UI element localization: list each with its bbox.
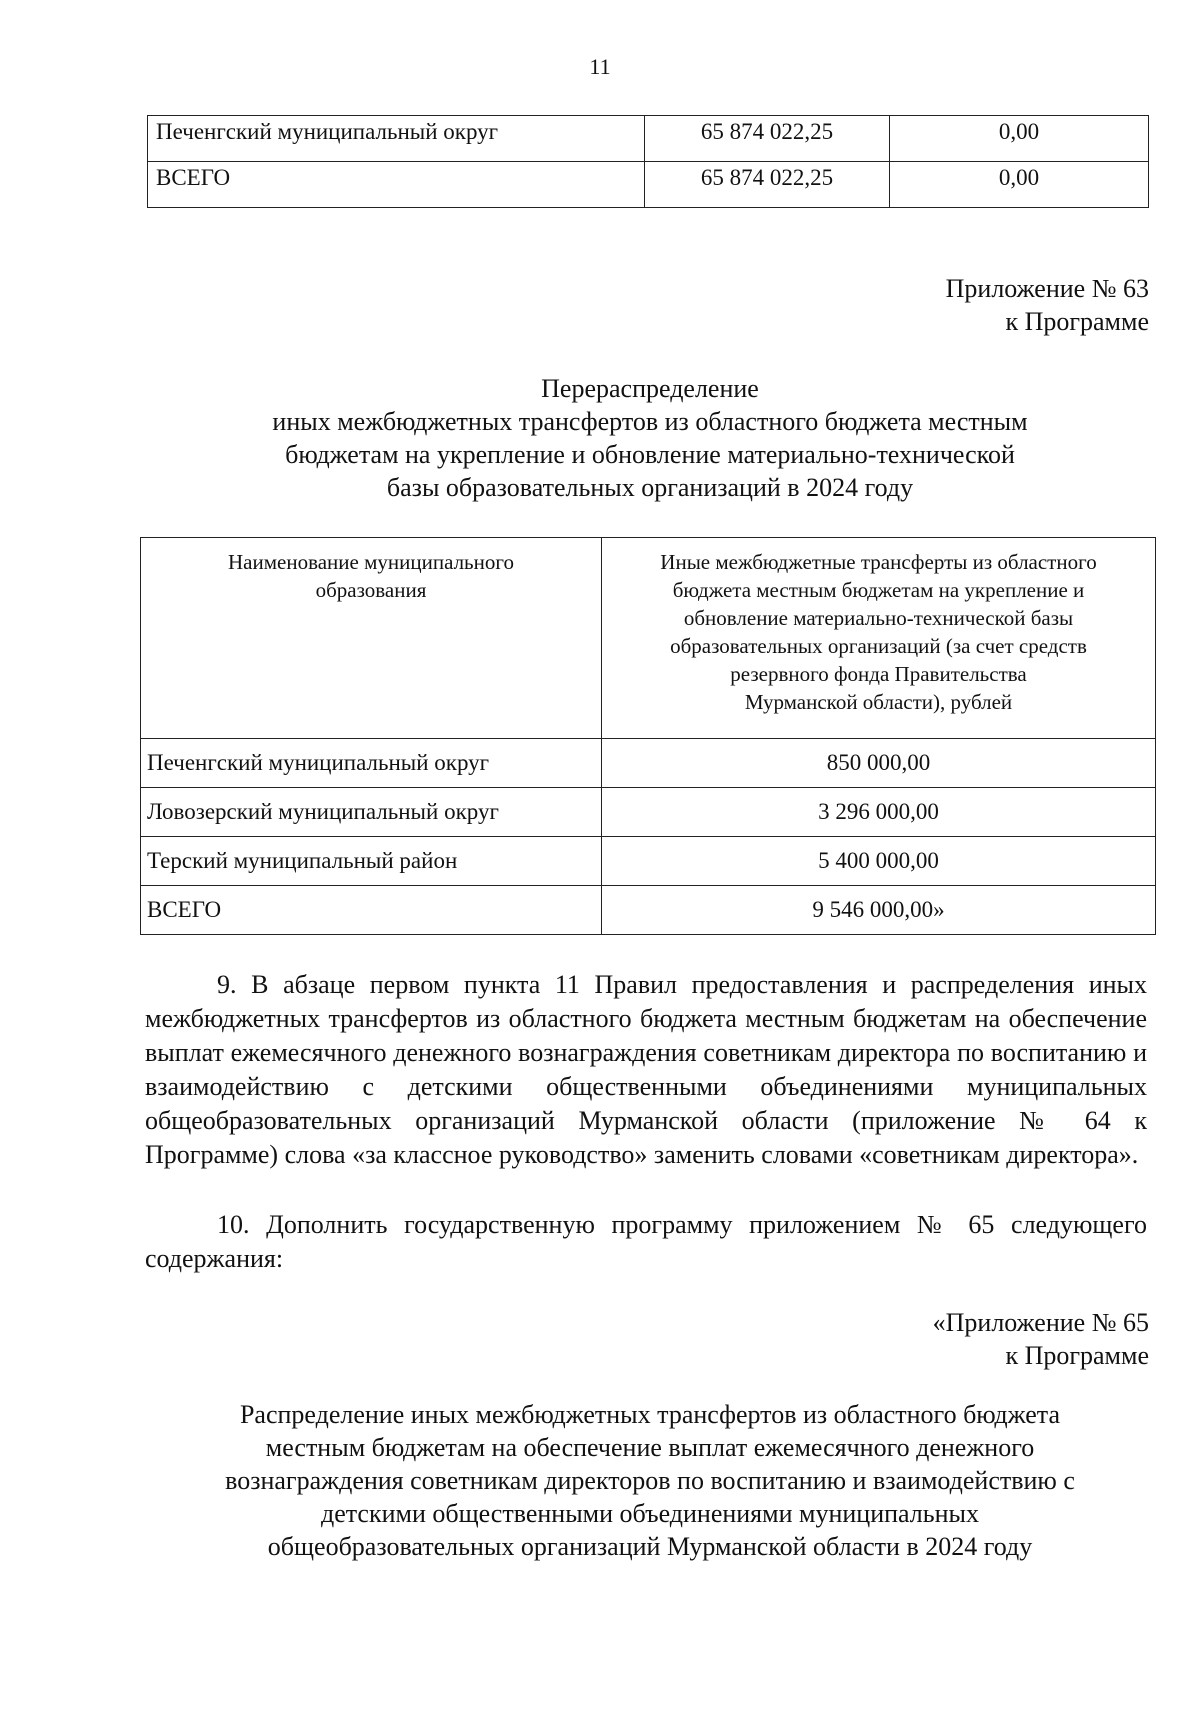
header-line: бюджета местным бюджетам на укрепление и [672, 578, 1085, 602]
amount-cell: 0,00 [890, 116, 1149, 162]
municipality-name-cell: Печенгский муниципальный округ [148, 116, 645, 162]
total-amount-cell: 65 874 022,25 [645, 162, 890, 208]
header-line: образовательных организаций (за счет средств [670, 634, 1087, 658]
header-line: Мурманской области), рублей [744, 690, 1013, 714]
amount-cell: 65 874 022,25 [645, 116, 890, 162]
table-row [141, 788, 1156, 837]
appendix-number: «Приложение № 65 [932, 1308, 1149, 1337]
table-row [141, 739, 1156, 788]
title-line: иных межбюджетных трансфертов из областного бюджета местным [272, 407, 1028, 436]
table-row-total [148, 162, 1149, 208]
municipality-name-cell: Ловозерский муниципальный округ [141, 788, 602, 837]
header-line: Иные межбюджетные трансферты из областного [660, 550, 1097, 574]
title-line: вознаграждения советникам директоров по воспитанию и взаимодействию с [225, 1466, 1075, 1495]
page-number: 11 [589, 54, 611, 79]
appendix-number: Приложение № 63 [945, 274, 1149, 303]
appendix-63-title [140, 372, 1160, 504]
total-amount-cell: 0,00 [890, 162, 1149, 208]
table-row [148, 116, 1149, 162]
municipality-name-cell: Печенгский муниципальный округ [141, 739, 602, 788]
title-line: детскими общественными объединениями муниципальных [320, 1499, 980, 1528]
column-header-transfers [602, 538, 1156, 739]
title-line: бюджетам на укрепление и обновление материально-технической [285, 440, 1015, 469]
total-label-cell: ВСЕГО [148, 162, 645, 208]
header-line: резервного фонда Правительства [730, 662, 1027, 686]
title-line: базы образовательных организаций в 2024 году [386, 473, 914, 502]
appendix-65-title [140, 1398, 1160, 1563]
table-row-total [141, 886, 1156, 935]
total-label-cell: ВСЕГО [141, 886, 602, 935]
paragraph-9: 9. В абзаце первом пункта 11 Правил предоставления и распределения иных межбюджетных трансфертов из областного бюджета местным бюджетам на обеспечение выплат ежемесячного денежного вознаграждения советникам директора по воспитанию и взаимодействию с детскими общественными объединениями муниципальных общеобразовательных организаций Мурманской области (приложение № 64 к Программе) слова «за классное руководство» заменить словами «советникам директора». [145, 970, 1147, 1169]
appendix-65-heading [933, 1306, 1149, 1372]
header-line: образования [315, 578, 427, 602]
amount-cell: 850 000,00 [602, 739, 1156, 788]
paragraph-10: 10. Дополнить государственную программу приложением № 65 следующего содержания: [145, 1210, 1147, 1273]
title-line: местным бюджетам на обеспечение выплат ежемесячного денежного [265, 1433, 1035, 1462]
municipality-name-cell: Терский муниципальный район [141, 837, 602, 886]
amount-cell: 3 296 000,00 [602, 788, 1156, 837]
amount-cell: 5 400 000,00 [602, 837, 1156, 886]
table-row [141, 837, 1156, 886]
table-header-row [141, 538, 1156, 739]
total-amount-cell: 9 546 000,00» [602, 886, 1156, 935]
appendix-reference: к Программе [1005, 307, 1149, 336]
header-line: Наименование муниципального [228, 550, 514, 574]
appendix-reference: к Программе [1005, 1341, 1149, 1370]
title-line: Распределение иных межбюджетных трансфертов из областного бюджета [239, 1400, 1061, 1429]
title-line: общеобразовательных организаций Мурманской области в 2024 году [267, 1532, 1033, 1561]
title-line: Перераспределение [541, 374, 759, 403]
appendix-63-heading [946, 272, 1149, 338]
redistribution-table [140, 537, 1156, 935]
column-header-municipality [141, 538, 602, 739]
distribution-table-continued [147, 115, 1149, 208]
header-line: обновление материально-технической базы [683, 606, 1074, 630]
